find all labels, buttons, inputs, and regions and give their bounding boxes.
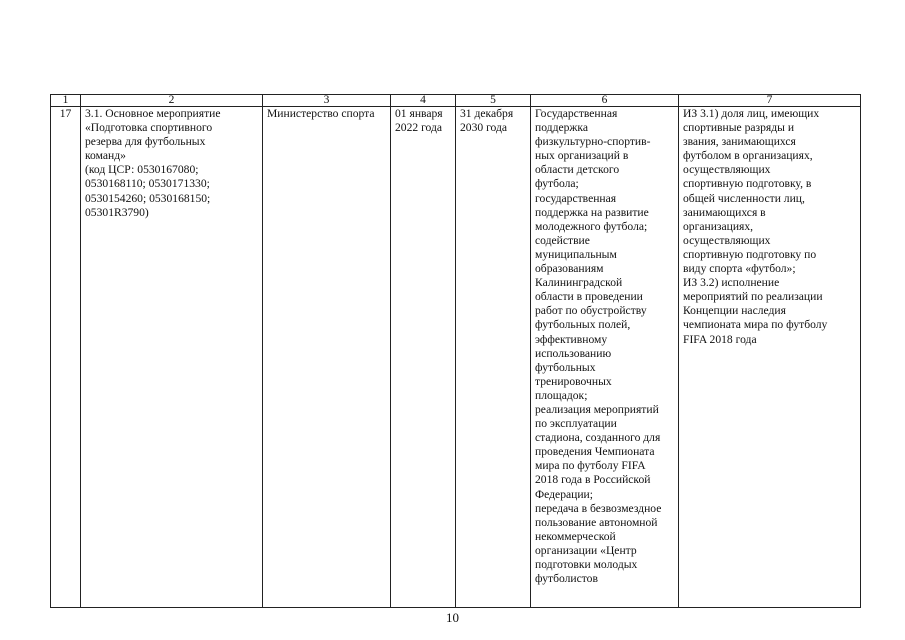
actions-line: использованию bbox=[535, 346, 612, 360]
actions-line: подготовки молодых bbox=[535, 558, 638, 571]
indicators-line: мероприятий по реализации bbox=[683, 290, 823, 304]
actions-line: муниципальным bbox=[535, 247, 617, 261]
actions-line: поддержка на развитие bbox=[535, 205, 649, 219]
end-date-line: 2030 года bbox=[460, 121, 508, 135]
row-number: 17 bbox=[59, 107, 72, 120]
event-line: «Подготовка спортивного bbox=[85, 121, 213, 135]
actions-line: 2018 года в Российской bbox=[535, 473, 651, 487]
actions-line: футбольных полей, bbox=[535, 318, 631, 332]
indicators-line: виду спорта «футбол»; bbox=[683, 262, 796, 276]
column-header-6: 6 bbox=[531, 95, 679, 107]
column-header-2: 2 bbox=[81, 95, 263, 107]
indicators-line: занимающихся в bbox=[683, 205, 766, 219]
indicators-line: FIFA 2018 года bbox=[683, 332, 757, 346]
actions-cell bbox=[531, 107, 679, 608]
program-table bbox=[50, 94, 861, 608]
actions-line: футбола; bbox=[535, 177, 579, 191]
actions-line: поддержка bbox=[535, 121, 589, 135]
indicators-line: осуществляющих bbox=[683, 163, 771, 177]
actions-line: ных организаций в bbox=[535, 149, 629, 163]
actions-line: области детского bbox=[535, 163, 620, 177]
actions-line: по эксплуатации bbox=[535, 417, 617, 431]
table-row bbox=[51, 107, 861, 608]
event-line: резерва для футбольных bbox=[85, 135, 206, 149]
actions-line: площадок; bbox=[535, 388, 588, 402]
actions-line: тренировочных bbox=[535, 374, 612, 388]
column-header-7: 7 bbox=[679, 95, 861, 107]
actions-line: стадиона, созданного для bbox=[535, 431, 661, 445]
event-line: 3.1. Основное мероприятие bbox=[85, 107, 221, 120]
column-header-5: 5 bbox=[456, 95, 531, 107]
row-number-cell bbox=[51, 107, 81, 608]
executor-text: Министерство спорта bbox=[267, 107, 375, 120]
header-row bbox=[51, 95, 861, 107]
actions-line: организации «Центр bbox=[535, 543, 637, 557]
actions-line: Государственная bbox=[535, 107, 618, 120]
indicators-line: общей численности лиц, bbox=[683, 191, 805, 205]
actions-line: некоммерческой bbox=[535, 529, 616, 543]
indicators-line: чемпионата мира по футболу bbox=[683, 318, 828, 332]
indicators-cell bbox=[679, 107, 861, 608]
end-date-line: 31 декабря bbox=[460, 107, 514, 120]
actions-line: физкультурно-спортив- bbox=[535, 135, 651, 149]
start-date-line: 01 января bbox=[395, 107, 443, 120]
indicators-line: ИЗ 3.2) исполнение bbox=[683, 276, 780, 290]
actions-line: мира по футболу FIFA bbox=[535, 459, 646, 473]
actions-line: футбольных bbox=[535, 360, 596, 374]
page-number: 10 bbox=[446, 610, 459, 625]
actions-line: реализация мероприятий bbox=[535, 402, 659, 416]
actions-line: эффективному bbox=[535, 332, 608, 346]
column-header-1: 1 bbox=[51, 95, 81, 107]
actions-line: работ по обустройству bbox=[535, 304, 647, 318]
indicators-line: организациях, bbox=[683, 219, 754, 233]
event-line: (код ЦСР: 0530167080; bbox=[85, 163, 199, 177]
event-line: 05301R3790) bbox=[85, 205, 149, 219]
actions-line: содействие bbox=[535, 233, 590, 247]
indicators-line: спортивную подготовку по bbox=[683, 247, 817, 261]
indicators-line: спортивные разряды и bbox=[683, 121, 795, 135]
event-cell bbox=[81, 107, 263, 608]
actions-line: области в проведении bbox=[535, 290, 643, 304]
column-header-3: 3 bbox=[263, 95, 391, 107]
indicators-line: ИЗ 3.1) доля лиц, имеющих bbox=[683, 107, 820, 120]
actions-line: передача в безвозмездное bbox=[535, 501, 662, 515]
event-line: 0530154260; 0530168150; bbox=[85, 191, 211, 205]
indicators-line: осуществляющих bbox=[683, 233, 771, 247]
indicators-line: звания, занимающихся bbox=[683, 135, 796, 149]
indicators-line: Концепции наследия bbox=[683, 304, 786, 318]
end-date-cell bbox=[456, 107, 531, 608]
event-line: команд» bbox=[85, 149, 126, 163]
indicators-line: футболом в организациях, bbox=[683, 149, 813, 163]
actions-line: футболистов bbox=[535, 572, 598, 586]
executor-cell bbox=[263, 107, 391, 608]
actions-line: образованиям bbox=[535, 262, 604, 276]
actions-line: молодежного футбола; bbox=[535, 219, 648, 233]
start-date-line: 2022 года bbox=[395, 121, 443, 135]
actions-line: государственная bbox=[535, 191, 617, 205]
start-date-cell bbox=[391, 107, 456, 608]
event-line: 0530168110; 0530171330; bbox=[85, 177, 210, 191]
actions-line: пользование автономной bbox=[535, 515, 658, 529]
actions-line: Калининградской bbox=[535, 276, 623, 290]
indicators-line: спортивную подготовку, в bbox=[683, 177, 812, 191]
actions-line: проведения Чемпионата bbox=[535, 445, 655, 459]
actions-line: Федерации; bbox=[535, 487, 593, 501]
column-header-4: 4 bbox=[391, 95, 456, 107]
